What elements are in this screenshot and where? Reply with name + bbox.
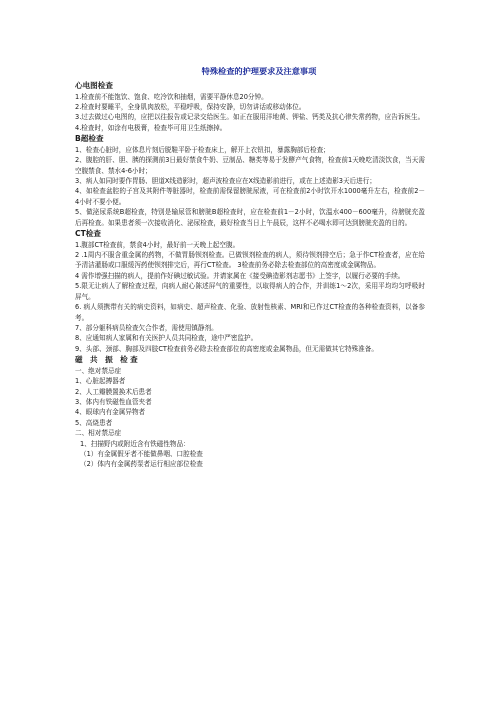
section-heading-mri: 磁 共 振 检查: [75, 355, 141, 365]
mri-list-item: 5、高烧患者: [75, 418, 113, 427]
ecg-paragraph: 2.检查时要睡平，全身肌肉放松，平稳呼吸，保持安静，切勿讲话或移动体位。: [75, 103, 306, 111]
ct-paragraph: 2 .1周内不服含重金属的药物，不做胃肠钡剂检查。已做钡剂检查的病人，须待钡剂排空后；急于作CT检查者，应在给予清洁灌肠或口服缓泻药使钡剂排完后，再行CT检查。 3检查前务必除去检查部位的高密度或金属物品。: [75, 251, 425, 270]
ultrasound-paragraph: 2、腹腔的肝、胆、胰的探测前3日最好禁食牛奶、豆制品、糖类等易于发酵产气食物，检查前1天晚吃清淡饮食，当天需空腹禁食、禁水4-6小时；: [75, 156, 425, 175]
ultrasound-paragraph: 1、检查心脏时，应体息片刻后脱鞋平卧于检查床上，解开上衣钮扣，暴露胸部后检查；: [75, 145, 330, 154]
ct-paragraph: 9、头部、颈部、胸部及四肢CT检查前务必除去检查部位的高密度或金属物品，但无需做其它特殊准备。: [75, 344, 378, 353]
ultrasound-paragraph: 5、做泌尿系统B超检查，特别是输尿管和膀胱B超检查时，应在检查前1－2小时，饮温水400－600毫升，待膀胱充盈后再检查。如果患者须一次接收消化、泌尿检查，最好检查当日上午晨辰，这样不必喝水即可达到膀胱充盈的目的。: [75, 208, 425, 227]
mri-list-item: 1、扫描野内或附近含有铁磁性物品：: [80, 439, 190, 448]
ecg-paragraph: 1.检查前不能饱饮、饱食、吃冷饮和抽烟，需要平静休息20分钟。: [75, 92, 268, 101]
section-heading-ultrasound: B超检查: [75, 134, 104, 144]
section-heading-ct: CT检查: [75, 229, 101, 239]
mri-list-item: （2）体内有金属药泵者运行相应部位检查: [80, 460, 203, 469]
ecg-paragraph: 3.过去做过心电图的，应把以往报告或记录交给医生。如正在服用洋地黄、钾盐、钙类及抗心律失常药物，应告诉医生。: [75, 113, 425, 122]
mri-subheading: 二、相对禁忌症: [75, 429, 122, 438]
ct-paragraph: 7、部分躯科病员检查欠合作者，需使用镇静剂。: [75, 323, 218, 332]
ultrasound-paragraph: 3、病人如同时要作胃肠、胆道X线造影时，超声波检查应在X线造影前进行，或在上述造影3天后进行；: [75, 177, 376, 186]
mri-subheading: 一、绝对禁忌症: [75, 366, 122, 375]
mri-list-item: 4、眼球内有金属异物者: [75, 408, 146, 417]
document-body: [75, 66, 425, 470]
ct-paragraph: 4 需作增强扫描的病人，提前作好碘过敏试验。并请家属在《接受碘造影剂志愿书》上签字，以履行必要的手续。: [75, 271, 405, 280]
mri-list-item: （1）有金属假牙者不能做鼻咽、口腔检查: [80, 449, 203, 458]
ct-paragraph: 1.腹部CT检查前，禁食4小时，最好前一天晚上起空腹。: [75, 240, 240, 249]
mri-list-item: 3、体内有铁磁性血管夹者: [75, 397, 152, 406]
document-title: 特殊检查的护理要求及注意事项: [201, 66, 317, 76]
ecg-paragraph: 4.检查时，如涂有电极膏，检查毕可用卫生纸擦掉。: [75, 123, 227, 132]
ct-paragraph: 6. 病人须携带有关的病史资料，如病史、超声检查、化验、放射性核素、MRI和已作过CT检查的各种检查资料，以备参考。: [75, 303, 425, 322]
mri-list-item: 2、人工瓣膜置换术后患者: [75, 387, 152, 396]
ct-paragraph: 8、应通知病人家属和有关医护人员共同检查，途中严密监护。: [75, 334, 258, 343]
ct-paragraph: 5.限无让病人了解检查过程，向病人耐心陈述屏气的重要性，以取得病人的合作，并训练1～2次，采用平均均匀呼吸时屏气。: [75, 282, 425, 301]
mri-list-item: 1、心脏起搏器者: [75, 377, 126, 386]
section-heading-ecg: 心电图检查: [75, 81, 113, 90]
ultrasound-paragraph: 4、如检查盆腔的子宫及其附件等脏器时，检查前需保留膀胱尿液，可在检查前2小时饮开水1000毫升左右，检查前2－4小时不要小便。: [75, 187, 425, 206]
